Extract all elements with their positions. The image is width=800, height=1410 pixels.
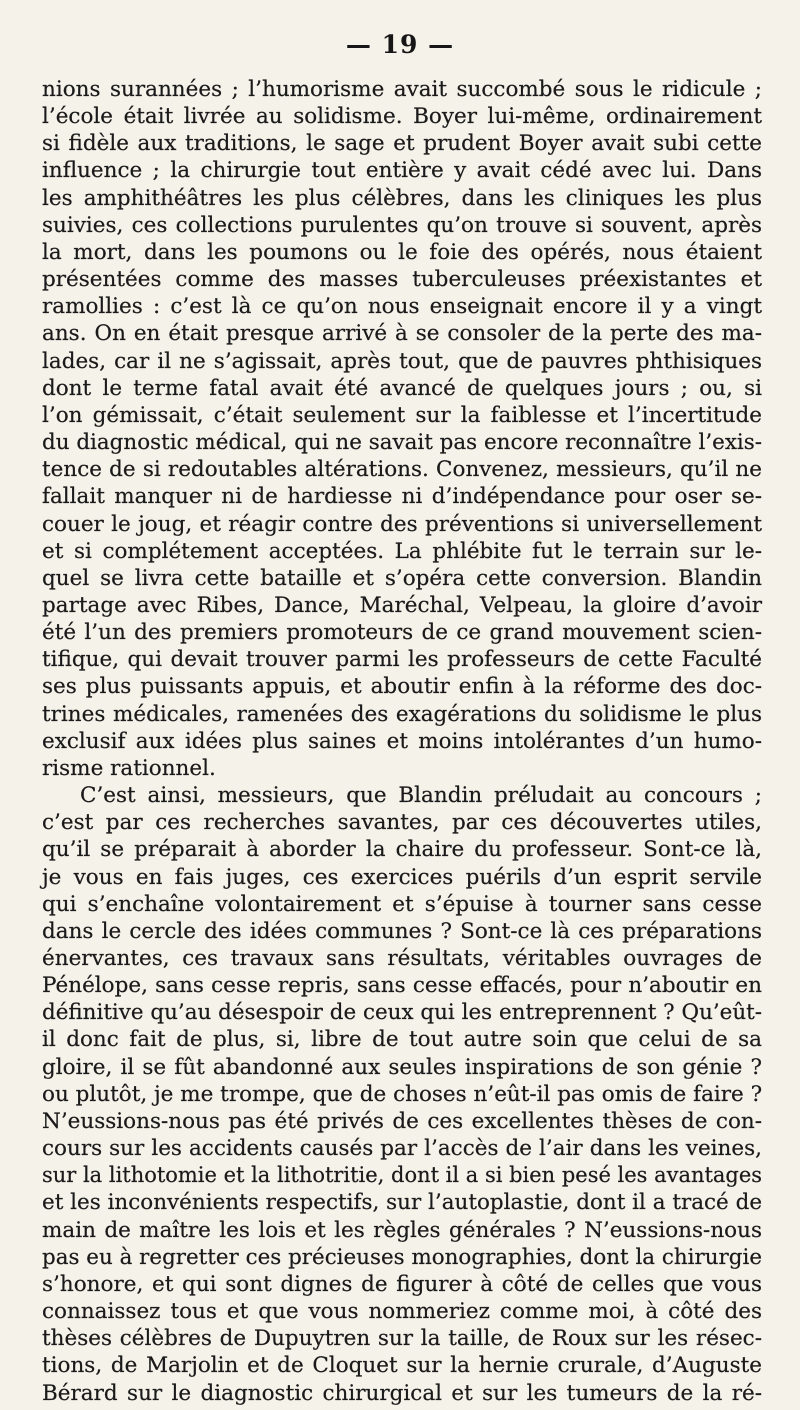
text-line: main de maître les lois et les règles générales ? N’eussions-nous (42, 1217, 762, 1243)
text-line: tions, de Marjolin et de Cloquet sur la hernie crurale, d’Auguste (42, 1353, 762, 1379)
text-line: tifique, qui devait trouver parmi les professeurs de cette Faculté (42, 647, 762, 673)
text-line: couer le joug, et réagir contre des préventions si universellement (42, 511, 762, 537)
text-line: ses plus puissants appuis, et aboutir enfin à la réforme des doc- (42, 674, 762, 700)
text-line: exclusif aux idées plus saines et moins intolérantes d’un humo- (42, 728, 762, 754)
text-line: gloire, il se fût abandonné aux seules inspirations de son génie ? (42, 1054, 762, 1080)
text-line: lades, car il ne s’agissait, après tout, que de pauvres phthisiques (42, 348, 762, 374)
text-line: dans le cercle des idées communes ? Sont-ce là ces préparations (42, 918, 762, 944)
text-line: qu’il se préparait à aborder la chaire du professeur. Sont-ce là, (42, 837, 762, 863)
text-line: présentées comme des masses tuberculeuses préexistantes et (42, 267, 762, 293)
body-text (42, 76, 762, 1407)
text-line: l’école était livrée au solidisme. Boyer lui-même, ordinairement (42, 104, 762, 130)
text-line: suivies, ces collections purulentes qu’on trouve si souvent, après (42, 212, 762, 238)
text-line: tence de si redoutables altérations. Convenez, messieurs, qu’il ne (42, 457, 762, 483)
text-line: cours sur les accidents causés par l’accès de l’air dans les veines, (42, 1136, 762, 1162)
text-line: les amphithéâtres les plus célèbres, dans les cliniques les plus (42, 185, 762, 211)
text-line: énervantes, ces travaux sans résultats, véritables ouvrages de (42, 946, 762, 971)
text-line: l’on gémissait, c’était seulement sur la faiblesse et l’incertitude (42, 402, 762, 428)
text-line: connaissez tous et que vous nommeriez comme moi, à côté des (42, 1299, 762, 1325)
text-line: ramollies : c’est là ce qu’on nous enseignait encore il y a vingt (42, 294, 762, 320)
text-line: Pénélope, sans cesse repris, sans cesse effacés, pour n’aboutir en (42, 973, 762, 999)
text-line: ou plutôt, je me trompe, que de choses n’eût-il pas omis de faire ? (42, 1081, 763, 1107)
text-line: sur la lithotomie et la lithotritie, dont il a si bien pesé les avantages (42, 1163, 762, 1188)
text-line: qui s’enchaîne volontairement et s’épuise à tourner sans cesse (42, 891, 762, 917)
text-line: s’honore, et qui sont dignes de figurer à côté de celles que vous (42, 1271, 762, 1297)
text-line: quel se livra cette bataille et s’opéra cette conversion. Blandin (42, 565, 762, 591)
text-line: si fidèle aux traditions, le sage et prudent Boyer avait subi cette (42, 131, 762, 157)
text-line: et les inconvénients respectifs, sur l’autoplastie, dont il a tracé de (42, 1190, 763, 1216)
text-line: et si complétement acceptées. La phlébite fut le terrain sur le- (42, 538, 762, 564)
text-line: thèses célèbres de Dupuytren sur la taille, de Roux sur les résec- (42, 1326, 762, 1352)
text-line: pas eu à regretter ces précieuses monographies, dont la chirurgie (42, 1244, 762, 1270)
page-number: — 19 — (345, 30, 455, 59)
text-line: je vous en fais juges, ces exercices puérils d’un esprit servile (42, 864, 762, 890)
text-line: c’est par ces recherches savantes, par ces découvertes utiles, (42, 810, 762, 836)
text-line: Bérard sur le diagnostic chirurgical et sur les tumeurs de la ré- (42, 1380, 762, 1406)
text-line: fallait manquer ni de hardiesse ni d’indépendance pour oser se- (42, 484, 762, 510)
text-line: du diagnostic médical, qui ne savait pas encore reconnaître l’exis- (42, 430, 762, 456)
text-line: dont le terme fatal avait été avancé de quelques jours ; ou, si (42, 375, 762, 401)
text-line: la mort, dans les poumons ou le foie des opérés, nous étaient (42, 239, 762, 265)
text-line: C’est ainsi, messieurs, que Blandin préludait au concours ; (80, 783, 762, 809)
text-line: trines médicales, ramenées des exagérations du solidisme le plus (42, 701, 762, 727)
text-line: partage avec Ribes, Dance, Maréchal, Velpeau, la gloire d’avoir (42, 592, 762, 618)
text-line: il donc fait de plus, si, libre de tout autre soin que celui de sa (42, 1027, 762, 1053)
text-line: N’eussions-nous pas été privés de ces excellentes thèses de con- (42, 1108, 762, 1134)
text-line: risme rationnel. (42, 755, 216, 781)
text-line: ans. On en était presque arrivé à se consoler de la perte des ma- (42, 321, 762, 347)
text-line: nions surannées ; l’humorisme avait succombé sous le ridicule ; (42, 77, 762, 102)
text-line: influence ; la chirurgie tout entière y avait cédé avec lui. Dans (42, 158, 762, 184)
text-line: été l’un des premiers promoteurs de ce grand mouvement scien- (42, 620, 762, 646)
text-line: définitive qu’au désespoir de ceux qui les entreprennent ? Qu’eût- (42, 1000, 762, 1026)
